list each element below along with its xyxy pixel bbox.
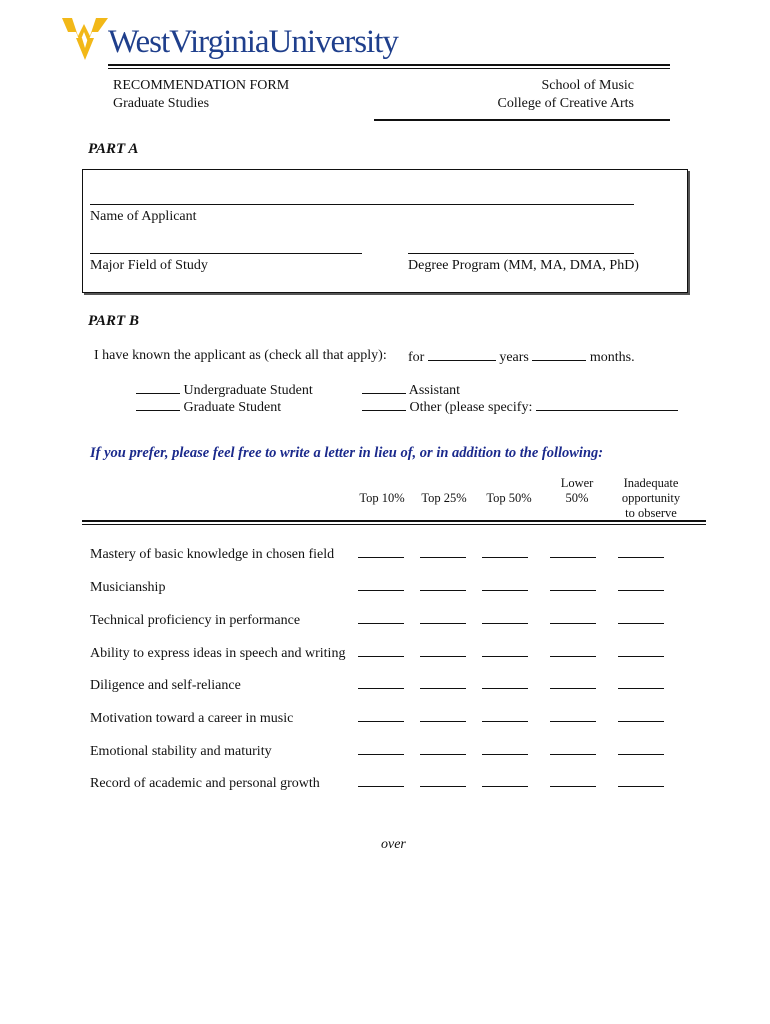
rating-blank[interactable] [482,557,528,558]
column-top-50 [479,491,539,506]
rating-blank[interactable] [420,786,466,787]
undergrad-label: Undergraduate Student [183,383,313,398]
option-grad [136,397,281,416]
criterion-label: Motivation toward a career in music [90,711,294,726]
criterion-label: Ability to express ideas in speech and writing [90,646,346,661]
years-label: years [499,350,529,365]
rating-blank[interactable] [358,590,404,591]
major-field-input[interactable] [90,253,362,254]
column-top-25 [414,491,474,506]
part-b-heading: PART B [88,313,139,329]
rating-header-rule-thin [82,524,706,525]
known-as-label: I have known the applicant as (check all that apply): [94,348,387,363]
rating-blank[interactable] [358,557,404,558]
rating-blank[interactable] [420,754,466,755]
rating-blank[interactable] [618,786,664,787]
criterion-label: Emotional stability and maturity [90,744,272,759]
rating-blank[interactable] [550,623,596,624]
rating-blank[interactable] [420,688,466,689]
other-checkbox[interactable] [362,397,406,411]
years-input[interactable] [428,347,496,361]
column-inadequate-line2: opportunity [621,491,681,505]
months-input[interactable] [532,347,586,361]
assistant-checkbox[interactable] [362,380,406,394]
column-top-10 [352,491,412,506]
rating-blank[interactable] [618,754,664,755]
rating-blank[interactable] [550,688,596,689]
other-specify-input[interactable] [536,397,678,411]
rating-blank[interactable] [550,754,596,755]
form-title: RECOMMENDATION FORM [113,78,290,93]
rating-blank[interactable] [482,754,528,755]
rating-blank[interactable] [482,590,528,591]
college-name: College of Creative Arts [497,96,634,111]
part-a-box [82,169,688,293]
grad-checkbox[interactable] [136,397,180,411]
degree-program-label: Degree Program (MM, MA, DMA, PhD) [408,258,639,273]
for-label: for [408,350,425,365]
rating-blank[interactable] [618,557,664,558]
rating-blank[interactable] [550,721,596,722]
rating-blank[interactable] [482,786,528,787]
header-top-rule [108,64,670,66]
rating-blank[interactable] [550,786,596,787]
major-field-label: Major Field of Study [90,258,208,273]
rating-blank[interactable] [358,721,404,722]
rating-header-rule [82,520,706,522]
column-lower-50-line1: Lower [560,476,594,490]
assistant-label: Assistant [408,383,461,398]
column-inadequate-line1: Inadequate [623,476,679,490]
rating-blank[interactable] [482,623,528,624]
form-subtitle: Graduate Studies [113,96,210,111]
rating-blank[interactable] [420,623,466,624]
rating-blank[interactable] [358,688,404,689]
rating-blank[interactable] [618,590,664,591]
wvu-logo [62,16,398,66]
flying-wv-icon [62,18,108,62]
rating-blank[interactable] [482,656,528,657]
criterion-label: Diligence and self-reliance [90,678,241,693]
grad-label: Graduate Student [183,400,282,415]
over-note: over [381,837,406,852]
applicant-name-label: Name of Applicant [90,209,197,224]
degree-program-input[interactable] [408,253,634,254]
column-inadequate [612,476,690,521]
option-other [362,397,678,416]
rating-blank[interactable] [420,656,466,657]
rating-blank[interactable] [618,656,664,657]
rating-blank[interactable] [550,590,596,591]
letter-prompt: If you prefer, please feel free to write a letter in lieu of, or in addition to the following: [90,445,604,461]
column-lower-50 [547,476,607,506]
criterion-label: Technical proficiency in performance [90,613,301,628]
rating-blank[interactable] [550,557,596,558]
rating-blank[interactable] [358,754,404,755]
column-lower-50-line2: 50% [565,491,589,505]
rating-blank[interactable] [550,656,596,657]
rating-blank[interactable] [420,557,466,558]
rating-blank[interactable] [618,721,664,722]
part-a-heading: PART A [88,141,139,157]
column-top-25-label: Top 25% [421,491,467,505]
column-top-10-label: Top 10% [359,491,405,505]
header-bottom-rule [374,119,670,121]
column-top-50-label: Top 50% [486,491,532,505]
rating-blank[interactable] [358,786,404,787]
criterion-label: Mastery of basic knowledge in chosen field [90,547,335,562]
rating-blank[interactable] [420,590,466,591]
rating-blank[interactable] [482,688,528,689]
school-name: School of Music [541,78,634,93]
rating-blank[interactable] [618,688,664,689]
months-label: months. [589,350,635,365]
criterion-label: Musicianship [90,580,166,595]
criterion-label: Record of academic and personal growth [90,776,320,791]
other-label: Other (please specify: [409,400,533,415]
logo-wordmark: WestVirginiaUniversity [108,24,398,60]
header-top-rule-thin [108,68,670,69]
rating-blank[interactable] [482,721,528,722]
rating-blank[interactable] [420,721,466,722]
rating-blank[interactable] [618,623,664,624]
applicant-name-field[interactable] [90,204,634,205]
rating-blank[interactable] [358,656,404,657]
rating-blank[interactable] [358,623,404,624]
duration-line [408,347,635,366]
undergrad-checkbox[interactable] [136,380,180,394]
column-inadequate-line3: to observe [625,506,677,520]
